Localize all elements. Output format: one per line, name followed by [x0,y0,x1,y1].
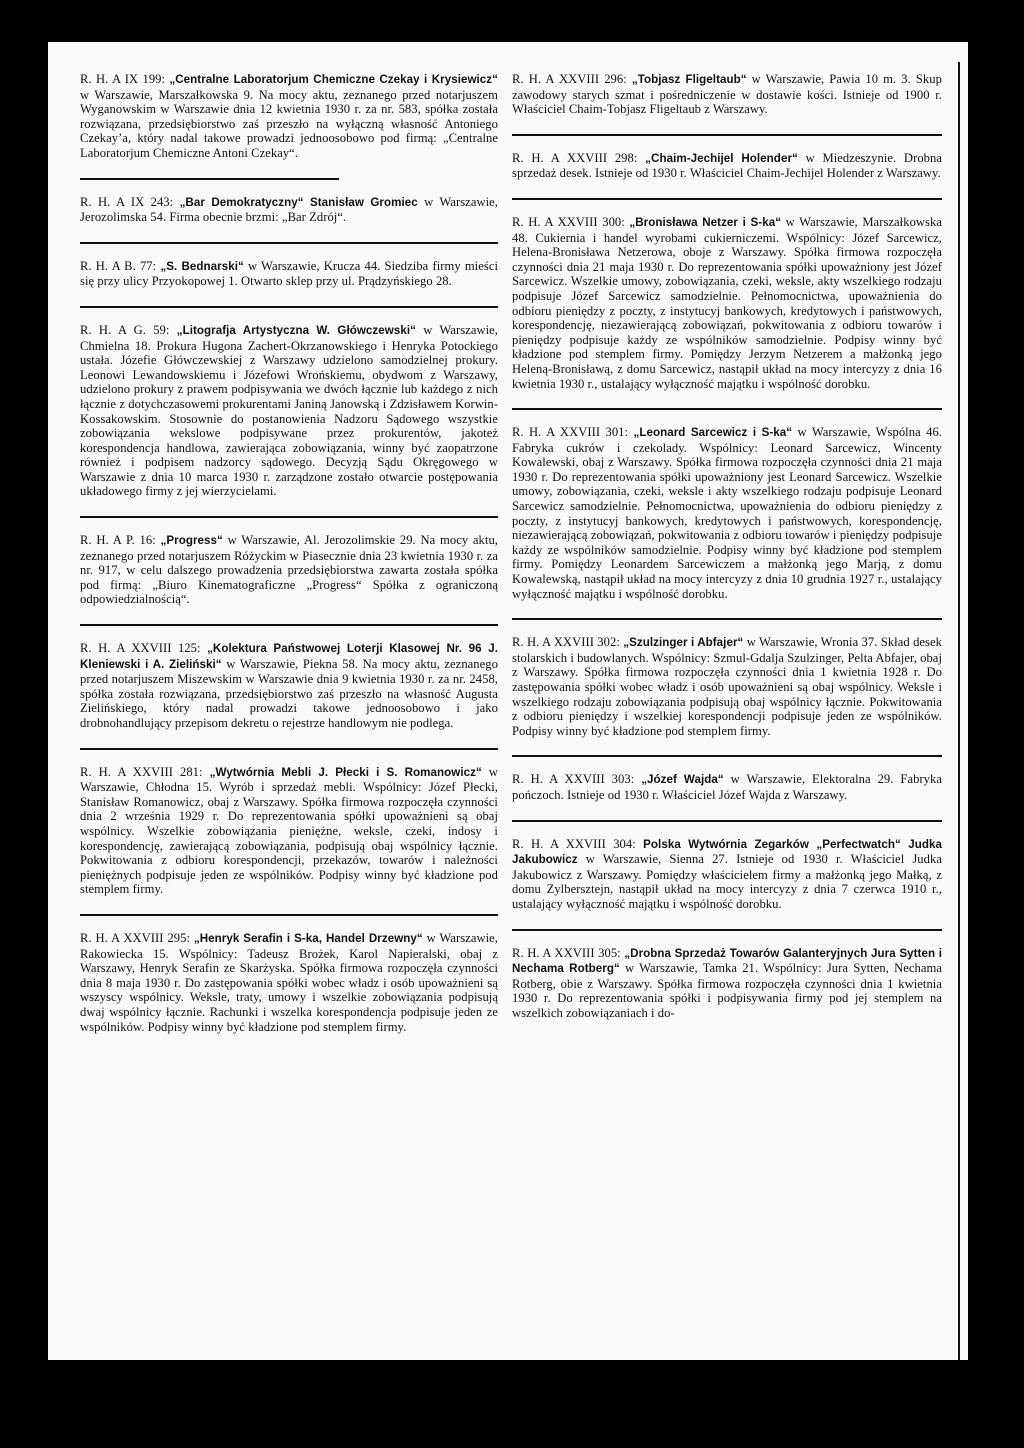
entry: R. H. A XXVIII 304: Polska Wytwórnia Zegarków „Perfectwatch“ Judka Jakubowicz w Warszawie, Sienna 27. Istnieje od 1930 r. Właściciel Judka Jakubowicz z Warszawy. Pomiędzy właścicielem firmy a małżonką jego Małką, z domu Zylbersztejn, nastąpił układ na mocy intercyzy z dnia 7 czerwca 1910 r., ustalający wyłączność majątku i wspólność dorobku. [512,836,943,911]
page-number: V [454,1328,470,1353]
entry: R. H. A XXVIII 125: „Kolektura Państwowej Loterji Klasowej Nr. 96 J. Kleniewski i A. Zieliński“ w Warszawie, Piekna 58. Na mocy aktu, zeznanego przed notarjuszem Miszewskim w Warszawie dnia 9 kwietnia 1930 r. za nr. 2458, spółka została rozwiązana, przedsiębiorstwo zaś przeszło na własność Augusta Zielińskiego, który nadal prowadzi takowe jednoosobowo i jako drobnohandlujący przepisom dekretu o rejestrze handlowym nie podlega. [80,641,498,730]
right-column [512,72,942,1021]
entry: R. H. A IX 243: „Bar Demokratyczny“ Stanisław Gromiec w Warszawie, Jerozolimska 54. Firma obecnie brzmi: „Bar Zdrój“. [80,194,498,225]
divider [512,820,942,822]
divider [80,914,498,916]
entry: R. H. A XXVIII 301: „Leonard Sarcewicz i S-ka“ w Warszawie, Wspólna 46. Fabryka cukrów i czekolady. Wspólnicy: Leonard Sarcewicz, Wincenty Kowalewski, obaj z Warszawy. Spółka firmowa rozpoczęła czynności dnia 21 maja 1930 r. Do reprezentowania spółki upoważniony jest Leonard Sarcewicz. Wszelkie umowy, zobowiązania, czeki, weksle i akty wszelkiego rodzaju podpisuje Leonard Sarcewicz samodzielnie. Pełnomocnictwa, upoważnienia do odbioru pieniędzy z poczty, z instytucyj bankowych, kredytowych i państwowych, korespondencję, niezawierającą zobowiązań, pokwitowania z odbioru towarów i pieniędzy podpisuje każdy ze wspólników samodzielnie. Podpisy winny być kładzione pod stemplem firmy. Pomiędzy Leonardem Sarcewiczem a małżonką jego Marją, z domu Kowalewską, nastąpił układ na mocy intercyzy z dnia 10 grudnia 1927 r., ustalający wyłączność majątku i wspólność dorobku. [512,425,943,601]
divider [80,306,498,308]
divider [512,408,942,410]
gazette-page [48,42,968,1360]
entry: R. H. A IX 199: „Centralne Laboratorjum Chemiczne Czekay i Krysiewicz“ w Warszawie, Marszałkowska 9. Na mocy aktu, zeznanego przed notarjuszem Wyganowskim w Warszawie dnia 12 kwietnia 1930 r. za nr. 583, spółka została rozwiązana, przedsiębiorstwo zaś przeszło na wyłączną własność Antoniego Czekay’a, który nadal takowe prowadzi jednoosobowo pod firmą: „Centralne Laboratorjum Chemiczne Antoni Czekay“. [80,72,499,160]
entry: R. H. A XXVIII 305: „Drobna Sprzedaż Towarów Galanteryjnych Jura Sytten i Nechama Rotberg“ w Warszawie, Tamka 21. Wspólnicy: Jura Sytten, Nechama Rotberg, obie z Warszawy. Spółka firmowa rozpoczęła czynności dnia 1 kwietnia 1930 r. Do reprezentowania spółki i podpisywania firmy pod jej stemplem na wszelkich zobowiązaniach i do- [512,945,942,1020]
entry: R. H. A B. 77: „S. Bednarski“ w Warszawie, Krucza 44. Siedziba firmy mieści się przy ulicy Przyokopowej 1. Otwarto sklep przy ul. Prądzyńskiego 28. [80,258,499,289]
left-column [80,72,498,1034]
divider [80,242,498,244]
divider [80,624,498,626]
entry: R. H. A XXVIII 298: „Chaim-Jechijel Holender“ w Miedzeszynie. Drobna sprzedaż desek. Istnieje od 1930 r. Właściciel Chaim-Jechijel Holender z Warszawy. [512,150,943,181]
divider [80,748,498,750]
divider [512,134,942,136]
entry: R. H. A XXVIII 303: „Józef Wajda“ w Warszawie, Elektoralna 29. Fabryka pończoch. Istnieje od 1930 r. Właściciel Józef Wajda z Warszawy. [512,772,943,802]
entry: R. H. A XXVIII 295: „Henryk Serafin i S-ka, Handel Drzewny“ w Warszawie, Rakowiecka 15. Wspólnicy: Tadeusz Brożek, Karol Napieralski, obaj z Warszawy, Henryk Serafin ze Skarżyska. Spółka firmowa rozpoczęła czynności dnia 8 maja 1930 r. Do zastępowania spółki wobec władz i osób upoważnieni są wszyscy wspólnicy. Weksle, traty, umowy i wszelkie zobowiązania podpisują dwaj wspólnicy łącznie. Rachunki i wszelka korespondencja podpisuje jeden ze wspólników. Podpisy winny być kładzione pod stemplem firmy. [80,930,498,1034]
divider [512,618,942,620]
divider [512,755,942,757]
entry: R. H. A XXVIII 302: „Szulzinger i Abfajer“ w Warszawie, Wronia 37. Skład desek stolarskich i budowlanych. Wspólnicy: Szmul-Gdalja Szulzinger, Pelta Abfajer, obaj z Warszawy. Spółka firmowa rozpoczęła czynności dnia 1 kwietnia 1928 r. Do zastępowania spółki wobec władz i osób upoważnieni są obaj wspólnicy. Weksle i wszelkiego rodzaju zobowiązania podpisują obaj wspólnicy łącznie. Pokwitowania z odbioru pieniędzy i wszelkiej korespondencji podpisuje jeden ze wspólników. Podpisy winny być kładzione pod stemplem firmy. [512,635,942,738]
divider [512,929,942,931]
page-edge [958,62,968,1360]
entry: R. H. A XXVIII 300: „Bronisława Netzer i S-ka“ w Warszawie, Marszałkowska 48. Cukiernia i handel wyrobami cukierniczemi. Wspólnicy: Józef Sarcewicz, Helena-Bronisława Netzerowa, oboje z Warszawy. Spółka firmowa rozpoczęła czynności dnia 21 maja 1930 r. Do reprezentowania spółki upoważniony jest Józef Sarcewicz. Wszelkie umowy, zobowiązania, czeki, weksle, akty wszelkiego rodzaju podpisuje Józef Sarcewicz samodzielnie. Pełnomocnictwa, upoważnienia do odbioru pieniędzy z poczty, z instytucyj bankowych, kredytowych i państwowych, korespondencję, niezawierającą zobowiązań, pokwitowania z odbioru towarów i pieniędzy podpisuje każdy ze wspólników samodzielnie. Podpisy winny być kładzione pod stemplem firmy. Pomiędzy Jerzym Netzerem a małżonką jego Heleną-Bronisławą, z domu Sarcewicz, nastąpił układ na mocy intercyzy z dnia 16 kwietnia 1930 r., ustalający wyłączność majątku i wspólność dorobku. [512,214,942,391]
divider [80,178,339,180]
divider [80,516,498,518]
divider [512,198,942,200]
entry: R. H. A XXVIII 296: „Tobjasz Fligeltaub“ w Warszawie, Pawia 10 m. 3. Skup zawodowy starych szmat i pośredniczenie w dostawie kości. Istnieje od 1900 r. Właściciel Chaim-Tobjasz Fligeltaub z Warszawy. [512,72,942,117]
entry: R. H. A P. 16: „Progress“ w Warszawie, Al. Jerozolimskie 29. Na mocy aktu, zeznanego przed notarjuszem Różyckim w Piasecznie dnia 23 kwietnia 1930 r. za nr. 917, w celu dalszego prowadzenia przedsiębiorstwa zawarta została spółka pod firmą: „Biuro Kinematograficzne „Progress“ Spółka z ograniczoną odpowiedzialnością“. [80,533,498,607]
entry: R. H. A G. 59: „Litografja Artystyczna W. Główczewski“ w Warszawie, Chmielna 18. Prokura Hugona Zachert-Okrzanowskiego i Henryka Potockiego ustała. Józefie Główczewskiej z Warszawy udzielono samodzielnej prokury. Leonowi Lewandowskiemu i Józefowi Wrońskiemu, obydwom z Warszawy, udzielono prokury z prawem podpisywania we dwóch łącznie lub każdego z nich łącznie z dotychczasowemi prokurentami Janiną Janowską i Zdzisławem Korwin-Kossakowskim. Stosownie do postanowienia Nadzoru Sądowego wszystkie zobowiązania wekslowe podpisywane przez prokurentów, jakoteż korespondencja handlowa, zawierająca zobowiązania, winny być zaopatrzone również i podpisem nadzorcy sądowego. Decyzją Sądu Okręgowego w Warszawie z dnia 10 marca 1930 r. zarządzone zostało otwarcie postępowania układowego firmy z jej wierzycielami. [80,322,499,499]
entry: R. H. A XXVIII 281: „Wytwórnia Mebli J. Płecki i S. Romanowicz“ w Warszawie, Chłodna 15. Wyrób i sprzedaż mebli. Wspólnicy: Józef Płecki, Stanisław Romanowicz, obaj z Warszawy. Spółka firmowa rozpoczęła czynności dnia 2 września 1929 r. Do reprezentowania spółki upoważnieni są obaj wspólnicy. Wszelkie zobowiązania pieniężne, weksle, czeki, indosy i korespondencję, zawierającą zobowiązania, podpisują obaj wspólnicy łącznie. Pokwitowania z odbioru korespondencji, przekazów, towarów i należności pieniężnych podpisuje jeden ze wspólników. Podpisy winny być kładzione pod stemplem firmy. [80,764,499,897]
